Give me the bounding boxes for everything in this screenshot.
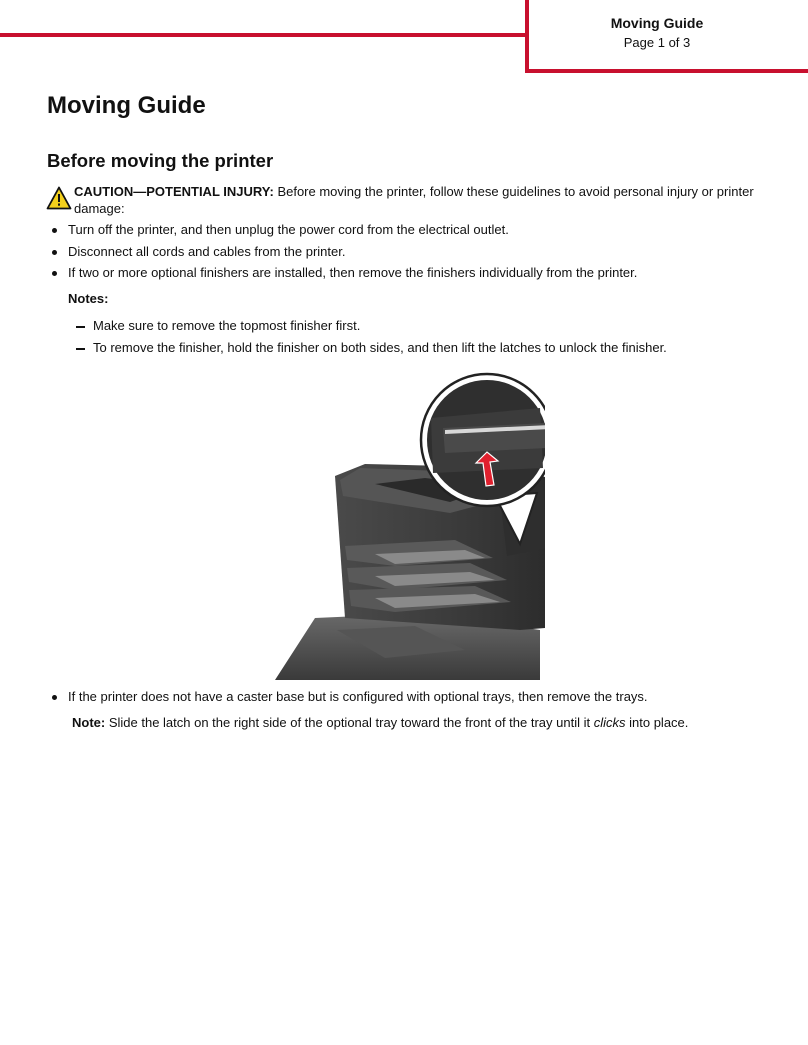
- final-note-text: Slide the latch on the right side of the optional tray toward the front of the tray until it: [105, 715, 594, 730]
- section-title: Before moving the printer: [47, 150, 274, 171]
- dash-icon: [76, 348, 85, 350]
- caution-text: Before moving the printer, follow these guidelines to avoid personal injury or printer damage:: [74, 184, 754, 216]
- page-number: Page 1 of 3: [623, 35, 691, 50]
- dash-icon: [76, 326, 85, 328]
- warning-triangle-icon: [46, 186, 72, 210]
- bullet-icon: [52, 250, 57, 255]
- list-item-text: If two or more optional finishers are installed, then remove the finishers individually from the printer.: [68, 265, 638, 280]
- list-item-text: Disconnect all cords and cables from the printer.: [68, 244, 346, 259]
- caution-paragraph: [74, 184, 764, 217]
- note-item-text: Make sure to remove the topmost finisher first.: [93, 318, 361, 333]
- final-note-emphasis: clicks: [593, 715, 626, 730]
- final-note: [72, 715, 688, 730]
- header-title: Moving Guide: [610, 15, 704, 31]
- printer-finisher-illustration: [275, 368, 545, 680]
- final-note-text-end: into place.: [625, 715, 689, 730]
- final-note-label: Note:: [72, 715, 106, 730]
- header-rule-lower: [525, 69, 808, 73]
- caution-label: CAUTION—POTENTIAL INJURY:: [74, 184, 274, 199]
- document-title: Moving Guide: [47, 92, 206, 119]
- bullet-icon: [52, 271, 57, 276]
- notes-label: Notes:: [68, 291, 109, 306]
- header-rule: [0, 33, 529, 37]
- bullet-icon: [52, 228, 57, 233]
- note-item-text: To remove the finisher, hold the finisher on both sides, and then lift the latches to unlock the finisher.: [93, 340, 667, 355]
- list-item-text: If the printer does not have a caster base but is configured with optional trays, then remove the trays.: [68, 689, 648, 704]
- list-item-text: Turn off the printer, and then unplug the power cord from the electrical outlet.: [68, 222, 509, 237]
- bullet-icon: [52, 695, 57, 700]
